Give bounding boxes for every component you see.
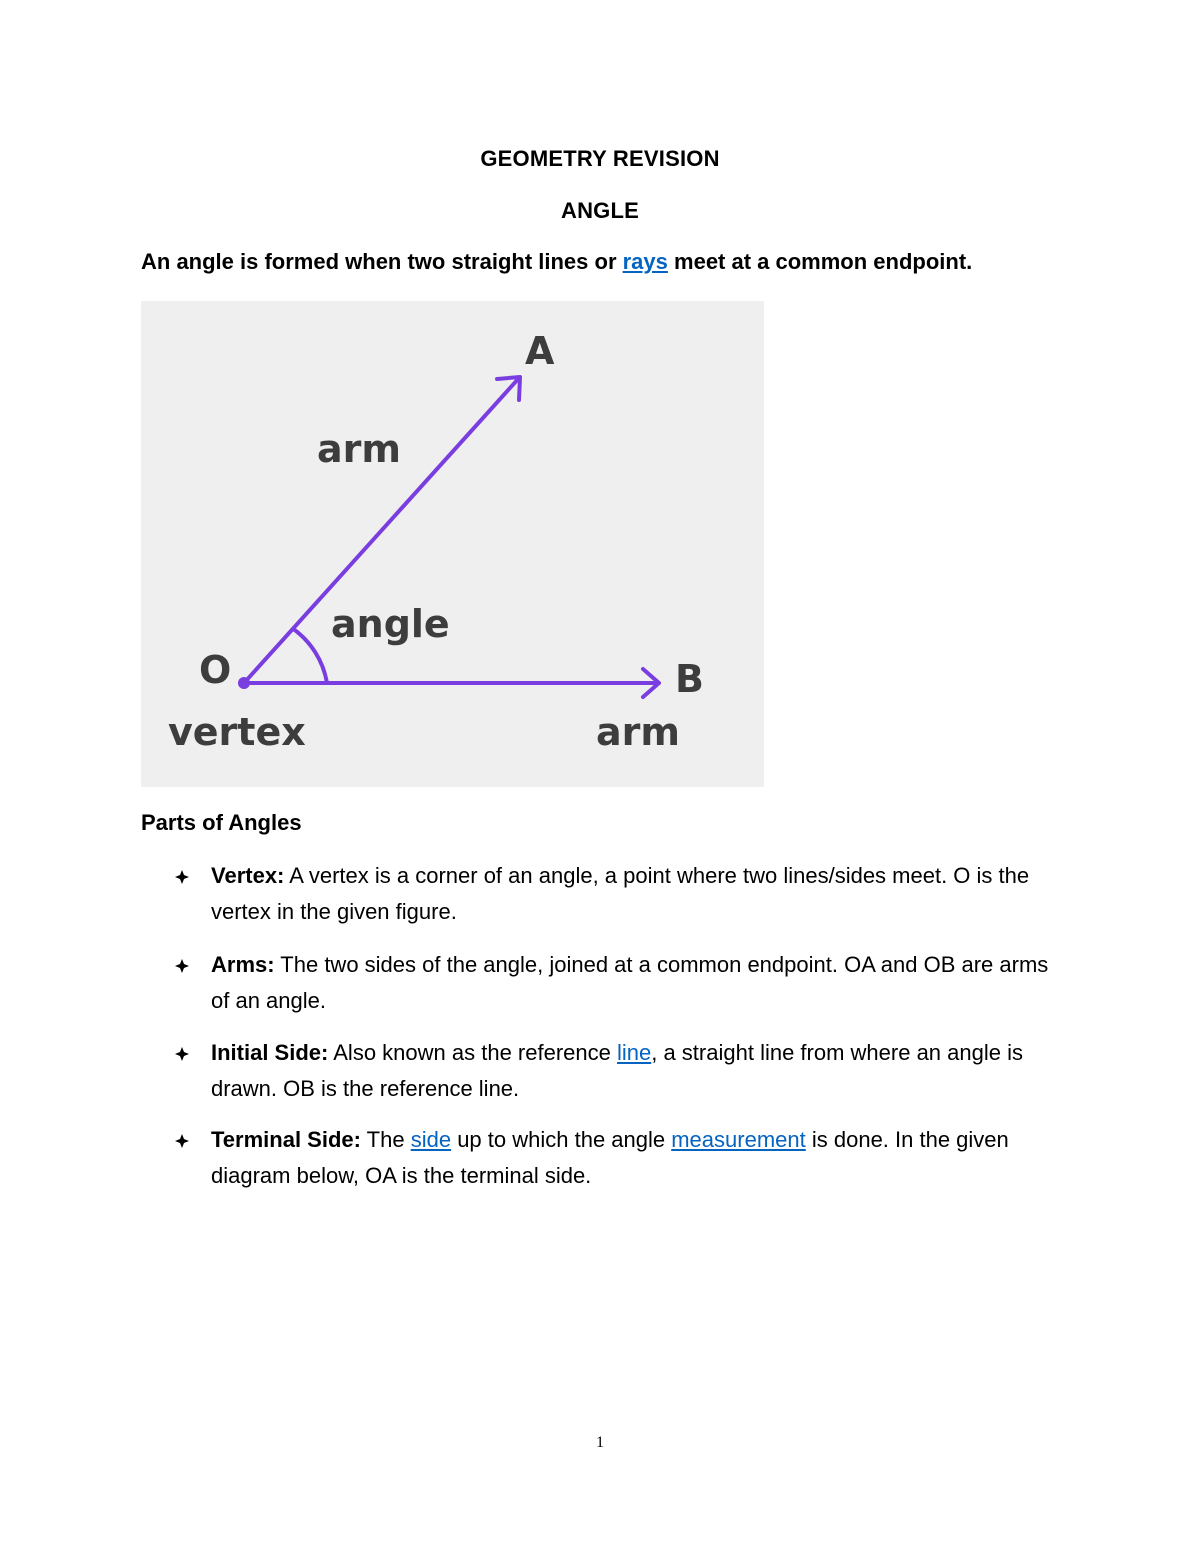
intro-text-after: meet at a common endpoint. — [667, 249, 973, 274]
term-vertex: Vertex: — [211, 863, 285, 888]
label-arm-upper: arm — [317, 427, 401, 471]
label-vertex: vertex — [168, 710, 306, 754]
term-arms: Arms: — [211, 952, 275, 977]
document-title: GEOMETRY REVISION — [480, 146, 720, 171]
term-initial-side: Initial Side: — [211, 1040, 329, 1065]
list-item-arms — [211, 947, 1071, 1019]
definition-vertex: A vertex is a corner of an angle, a point where two lines/sides meet. O is the vertex in the given figure. — [211, 863, 1030, 924]
definition-arms: The two sides of the angle, joined at a common endpoint. OA and OB are arms of an angle. — [211, 952, 1049, 1013]
diamond-bullet-icon — [175, 959, 189, 973]
term-terminal-side: Terminal Side: — [211, 1127, 361, 1152]
definition-initial-side-after: , a straight line from where an angle is drawn. OB is the reference line. — [211, 1040, 1023, 1101]
label-arm-lower: arm — [596, 710, 680, 754]
list-item-initial-side — [211, 1035, 1071, 1107]
intro-text-before: An angle is formed when two straight lines or — [141, 249, 623, 274]
list-item-vertex — [211, 858, 1071, 930]
definition-terminal-side-middle: up to which the angle — [451, 1127, 672, 1152]
vertex-dot — [238, 677, 250, 689]
definition-initial-side-before: Also known as the reference — [328, 1040, 617, 1065]
definition-terminal-side-before: The — [360, 1127, 411, 1152]
label-a: A — [525, 329, 555, 373]
measurement-link[interactable]: measurement — [671, 1127, 806, 1152]
page-number: 1 — [596, 1434, 604, 1451]
diamond-bullet-icon — [175, 1134, 189, 1148]
section-heading: Parts of Angles — [141, 810, 302, 835]
label-b: B — [675, 657, 704, 701]
label-o: O — [199, 648, 232, 692]
intro-paragraph — [141, 249, 1101, 275]
diamond-bullet-icon — [175, 1047, 189, 1061]
line-link[interactable]: line — [616, 1040, 652, 1065]
angle-diagram-svg — [141, 301, 764, 787]
diamond-bullet-icon — [175, 870, 189, 884]
angle-diagram — [141, 301, 764, 787]
side-link[interactable]: side — [410, 1127, 452, 1152]
document-subtitle: ANGLE — [561, 198, 639, 223]
definition-terminal-side-after: is done. In the given diagram below, OA is the terminal side. — [211, 1127, 1009, 1188]
rays-link[interactable]: rays — [622, 249, 668, 274]
list-item-terminal-side — [211, 1122, 1071, 1194]
label-angle: angle — [331, 602, 450, 646]
